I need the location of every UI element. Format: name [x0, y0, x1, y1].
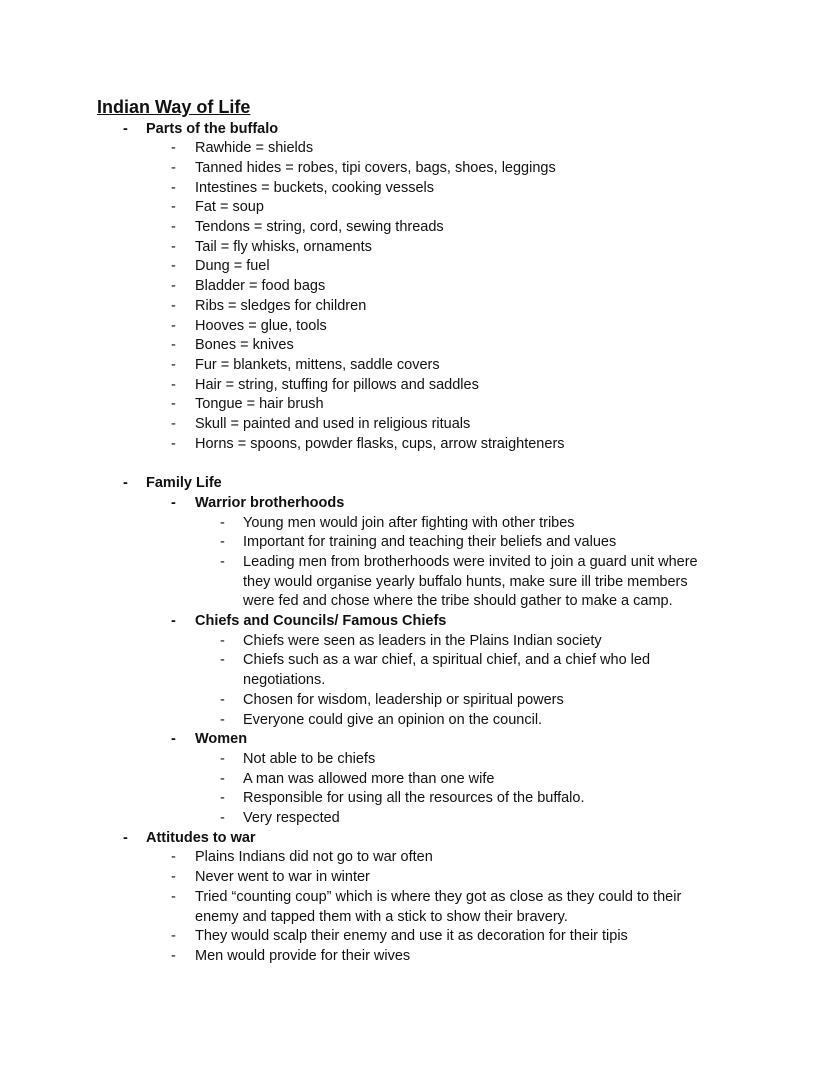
- bullet-dash: -: [220, 691, 225, 708]
- bullet-dash: -: [171, 376, 176, 393]
- list-item-text: Men would provide for their wives: [195, 947, 411, 964]
- list-item-text: were fed and chose where the tribe should gather to make a camp.: [243, 593, 673, 610]
- list-item-text: Everyone could give an opinion on the council.: [243, 711, 543, 728]
- list-item-text: Skull = painted and used in religious rituals: [195, 416, 471, 432]
- bullet-dash: -: [171, 219, 176, 235]
- list-item-text: enemy and tapped them with a stick to show their bravery.: [195, 908, 568, 925]
- bullet-dash: -: [171, 731, 176, 748]
- list-item-text: they would organise yearly buffalo hunts, make sure ill tribe members: [243, 573, 688, 590]
- list-item-text: Dung = fuel: [195, 258, 270, 275]
- list-item-text: Hair = string, stuffing for pillows and saddles: [195, 376, 479, 393]
- list-item-text: Chiefs such as a war chief, a spiritual chief, and a chief who led: [243, 652, 651, 669]
- bullet-dash: -: [220, 632, 225, 649]
- list-item-text: Never went to war in winter: [195, 869, 370, 886]
- list-item-text: Plains Indians did not go to war often: [195, 849, 433, 866]
- bullet-dash: -: [171, 159, 176, 176]
- bullet-dash: -: [171, 494, 176, 511]
- list-item-text: A man was allowed more than one wife: [243, 770, 495, 787]
- bullet-dash: -: [220, 514, 225, 531]
- bullet-dash: -: [123, 475, 128, 492]
- bullet-dash: -: [220, 534, 225, 551]
- page-title: Indian Way of Life: [97, 97, 251, 117]
- bullet-dash: -: [171, 317, 176, 334]
- list-item-text: They would scalp their enemy and use it as decoration for their tipis: [195, 928, 628, 945]
- list-item-text: Tanned hides = robes, tipi covers, bags, shoes, leggings: [195, 159, 556, 176]
- list-item-text: Tail = fly whisks, ornaments: [195, 238, 372, 255]
- list-item-text: Leading men from brotherhoods were invited to join a guard unit where: [243, 553, 698, 570]
- list-item-text: Not able to be chiefs: [243, 750, 376, 767]
- list-item-text: Hooves = glue, tools: [195, 317, 327, 334]
- list-item-text: Chiefs were seen as leaders in the Plains Indian society: [243, 632, 602, 649]
- list-item-text: Ribs = sledges for children: [195, 297, 367, 314]
- list-item-text: Young men would join after fighting with other tribes: [243, 514, 575, 531]
- bullet-dash: -: [171, 947, 176, 964]
- bullet-dash: -: [171, 888, 176, 905]
- bullet-dash: -: [220, 553, 225, 570]
- bullet-dash: -: [171, 416, 176, 432]
- list-item-text: Horns = spoons, powder flasks, cups, arrow straighteners: [195, 435, 565, 452]
- bullet-dash: -: [220, 750, 225, 767]
- bullet-dash: -: [220, 770, 225, 787]
- bullet-dash: -: [171, 238, 176, 255]
- list-item-text: Fur = blankets, mittens, saddle covers: [195, 356, 440, 373]
- bullet-dash: -: [220, 652, 225, 669]
- bullet-dash: -: [171, 258, 176, 275]
- list-item-text: Responsible for using all the resources of the buffalo.: [243, 790, 585, 807]
- bullet-dash: -: [171, 613, 176, 629]
- bullet-dash: -: [171, 179, 176, 196]
- bullet-dash: -: [171, 199, 176, 216]
- bullet-dash: -: [220, 711, 225, 728]
- bullet-dash: -: [171, 928, 176, 945]
- list-item-text: Tried “counting coup” which is where they got as close as they could to their: [195, 888, 682, 905]
- list-item-text: Tendons = string, cord, sewing threads: [195, 219, 444, 235]
- list-item-text: Fat = soup: [195, 199, 264, 216]
- list-item-text: Chosen for wisdom, leadership or spiritual powers: [243, 691, 564, 708]
- list-item-text: Intestines = buckets, cooking vessels: [195, 179, 434, 196]
- bullet-dash: -: [171, 396, 176, 413]
- list-item-text: Very respected: [243, 810, 340, 826]
- list-item-text: Rawhide = shields: [195, 140, 314, 157]
- subsection-heading-text: Women: [195, 731, 248, 748]
- bullet-dash: -: [171, 297, 176, 314]
- bullet-dash: -: [171, 869, 176, 886]
- bullet-dash: -: [171, 435, 176, 452]
- list-item-text: Important for training and teaching their beliefs and values: [243, 534, 617, 551]
- bullet-dash: -: [220, 790, 225, 807]
- bullet-dash: -: [171, 356, 176, 373]
- bullet-dash: -: [171, 337, 176, 354]
- bullet-dash: -: [171, 849, 176, 866]
- bullet-dash: -: [123, 829, 128, 846]
- list-item-text: Tongue = hair brush: [195, 396, 324, 413]
- subsection-heading-text: Warrior brotherhoods: [195, 494, 345, 511]
- list-item-text: Bones = knives: [195, 337, 294, 354]
- bullet-dash: -: [171, 278, 176, 295]
- list-item-text: negotiations.: [243, 672, 326, 689]
- section-heading-text: Attitudes to war: [146, 829, 256, 846]
- bullet-dash: -: [123, 120, 128, 137]
- bullet-dash: -: [171, 140, 176, 157]
- section-heading-text: Family Life: [146, 475, 222, 492]
- subsection-heading-text: Chiefs and Councils/ Famous Chiefs: [195, 613, 447, 629]
- list-item-text: Bladder = food bags: [195, 278, 326, 295]
- bullet-dash: -: [220, 810, 225, 826]
- section-heading-text: Parts of the buffalo: [146, 120, 279, 137]
